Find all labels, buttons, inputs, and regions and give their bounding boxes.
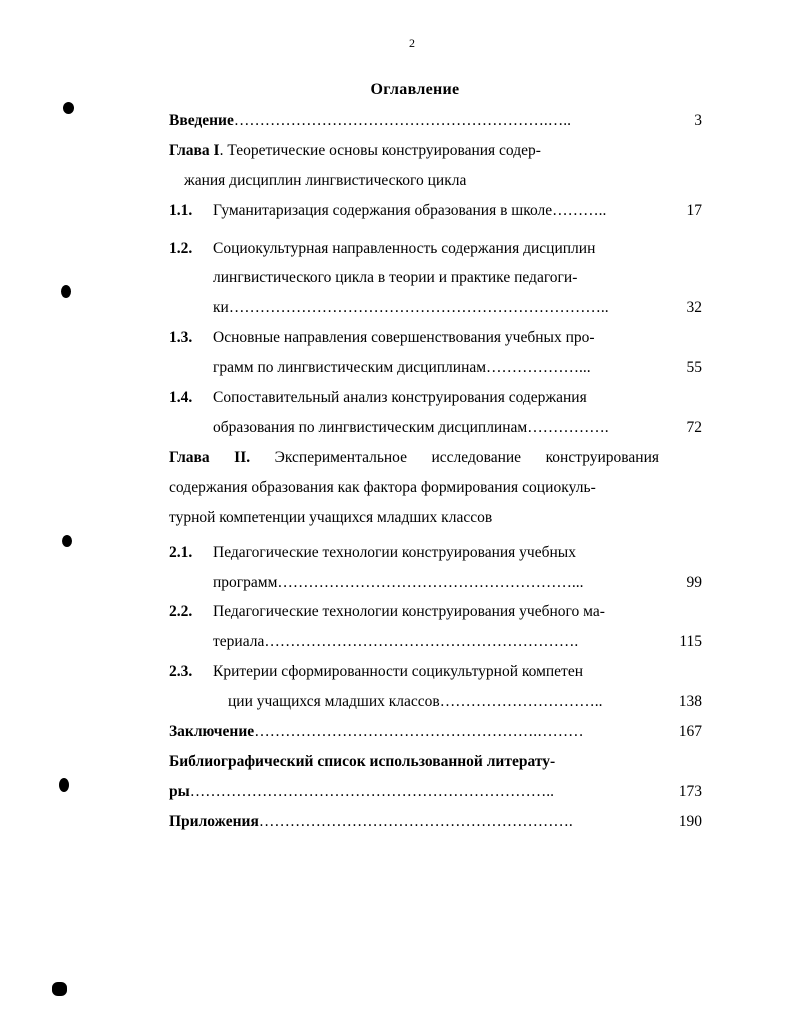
toc-1-1-number: 1.1. <box>169 202 193 219</box>
toc-1-2-number: 1.2. <box>169 240 193 257</box>
toc-1-3-line1: Основные направления совершенствования учебных про- <box>213 329 595 346</box>
scan-mark <box>61 285 71 298</box>
chapter2-line1 <box>169 448 659 468</box>
chapter2-title-part1: Экспериментальное исследование конструирования <box>274 449 660 466</box>
toc-2-2-line2: териала……………………………………………………. <box>213 633 579 650</box>
toc-2-3-page: 138 <box>678 693 702 710</box>
toc-1-1-text: Гуманитаризация содержания образования в школе……….. <box>213 202 607 219</box>
toc-1-3-number: 1.3. <box>169 329 193 346</box>
toc-intro-page: 3 <box>694 112 702 129</box>
toc-conclusion-page: 167 <box>678 723 702 740</box>
chapter2-line2: содержания образования как фактора формирования социокуль- <box>169 479 596 496</box>
scan-mark <box>63 102 74 114</box>
page-number: 2 <box>409 36 415 50</box>
toc-2-3-number: 2.3. <box>169 663 193 680</box>
chapter1-line2: жания дисциплин лингвистического цикла <box>184 172 467 189</box>
chapter1-line1 <box>169 141 541 161</box>
toc-appendix-label: Приложения <box>169 813 259 830</box>
toc-1-2-line1: Социокультурная направленность содержания дисциплин <box>213 240 596 257</box>
page-title: Оглавление <box>370 81 460 98</box>
toc-1-2-line2: лингвистического цикла в теории и практике педагоги- <box>213 269 578 286</box>
toc-conclusion-dots: ……………………………………………….……… <box>254 723 584 740</box>
toc-bibliography-page: 173 <box>678 783 702 800</box>
toc-bibliography-label-end: ры <box>169 783 190 800</box>
toc-2-2-page: 115 <box>679 633 702 650</box>
toc-2-2-number: 2.2. <box>169 603 193 620</box>
toc-1-4-number: 1.4. <box>169 389 193 406</box>
toc-2-1-number: 2.1. <box>169 544 193 561</box>
toc-appendix <box>169 812 573 832</box>
chapter2-line3: турной компетенции учащихся младших классов <box>169 509 493 526</box>
toc-1-3-line2: грамм по лингвистическим дисциплинам………………... <box>213 359 591 376</box>
toc-conclusion <box>169 722 584 742</box>
toc-2-1-line1: Педагогические технологии конструирования учебных <box>213 544 576 561</box>
toc-1-1-page: 17 <box>686 202 702 219</box>
toc-2-1-line2: программ…………………………………………………... <box>213 574 584 591</box>
toc-bibliography-line1: Библиографический список использованной литерату- <box>169 753 556 770</box>
toc-intro-label: Введение <box>169 112 234 129</box>
toc-1-3-page: 55 <box>686 359 702 376</box>
toc-1-4-line2: образования по лингвистическим дисциплинам……………. <box>213 419 609 436</box>
toc-2-3-line2: ции учащихся младших классов………………………….. <box>228 693 603 710</box>
toc-conclusion-label: Заключение <box>169 723 255 740</box>
chapter1-title-part1: . Теоретические основы конструирования содер- <box>219 142 541 159</box>
toc-bibliography-line2 <box>169 782 554 802</box>
toc-2-2-line1: Педагогические технологии конструирования учебного ма- <box>213 603 605 620</box>
toc-2-1-page: 99 <box>686 574 702 591</box>
toc-appendix-page: 190 <box>678 813 702 830</box>
toc-1-2-line3: ки……………………………………………………………….. <box>213 299 609 316</box>
chapter1-label: Глава I <box>169 142 220 159</box>
toc-intro-dots: …………………………………………………….….. <box>233 112 571 129</box>
chapter2-label: Глава II. <box>169 449 251 466</box>
toc-1-4-line1: Сопоставительный анализ конструирования содержания <box>213 389 587 406</box>
toc-1-2-page: 32 <box>686 299 702 316</box>
toc-1-4-page: 72 <box>686 419 702 436</box>
scan-mark <box>52 982 67 996</box>
scan-mark <box>62 535 72 547</box>
toc-appendix-dots: ……………………………………………………. <box>258 813 573 830</box>
toc-bibliography-dots: …………………………………………………………….. <box>189 783 554 800</box>
toc-intro <box>169 111 571 131</box>
scan-mark <box>59 778 69 792</box>
toc-2-3-line1: Критерии сформированности социкультурной компетен <box>213 663 584 680</box>
